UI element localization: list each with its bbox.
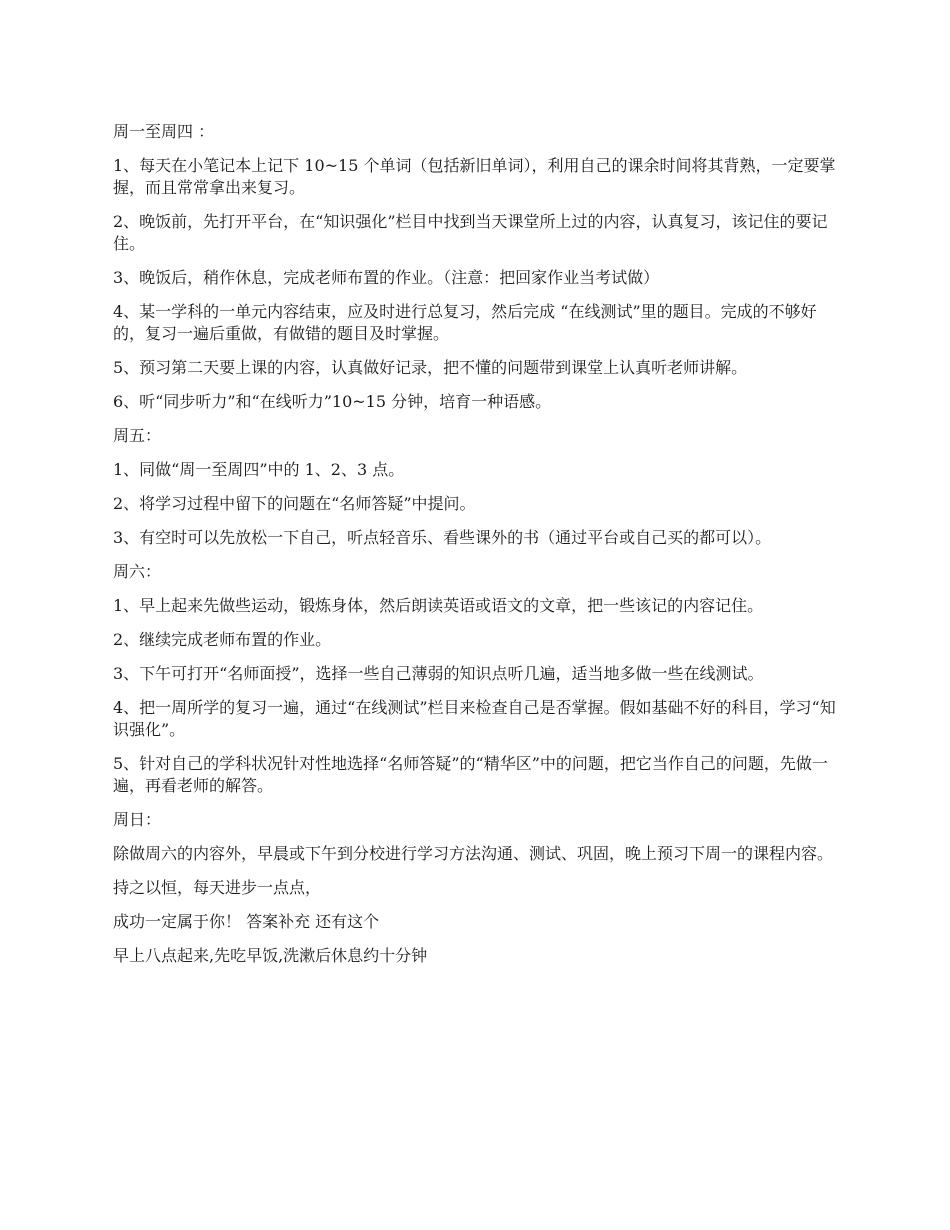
list-item: 5、针对自己的学科状况针对性地选择“名师答疑”的“精华区”中的问题，把它当作自己的问题，先做一遍，再看老师的解答。 [113, 754, 828, 795]
list-item: 4、把一周所学的复习一遍，通过“在线测试”栏目来检查自己是否掌握。假如基础不好的科目，学习“知识强化”。 [113, 698, 836, 739]
list-item: 3、晚饭后，稍作休息，完成老师布置的作业。（注意：把回家作业当考试做） [113, 268, 660, 287]
list-item: 1、每天在小笔记本上记下 10~15 个单词（包括新旧单词），利用自己的课余时间将其背熟，一定要掌握，而且常常拿出来复习。 [113, 156, 836, 197]
section-heading-mon-thu: 周一至周四 ： [113, 122, 215, 141]
section-heading-sun: 周日： [113, 810, 162, 829]
list-item: 6、听“同步听力”和“在线听力”10~15 分钟，培育一种语感。 [113, 392, 552, 411]
list-item: 1、同做“周一至周四”中的 1、2、3 点。 [113, 460, 405, 479]
list-item: 3、下午可打开“名师面授”，选择一些自己薄弱的知识点听几遍，适当地多做一些在线测试。 [113, 664, 764, 683]
list-item: 4、某一学科的一单元内容结束，应及时进行总复习，然后完成 “在线测试”里的题目。完成的不够好的，复习一遍后重做，有做错的题目及时掌握。 [113, 302, 817, 343]
list-item: 除做周六的内容外，早晨或下午到分校进行学习方法沟通、测试、巩固，晚上预习下周一的课程内容。 [113, 844, 834, 863]
closing-line: 成功一定属于你！ 答案补充 还有这个 [113, 912, 380, 931]
list-item: 2、继续完成老师布置的作业。 [113, 630, 332, 649]
section-heading-fri: 周五： [113, 426, 162, 445]
list-item: 1、早上起来先做些运动，锻炼身体，然后朗读英语或语文的文章，把一些该记的内容记住。 [113, 596, 764, 615]
list-item: 5、预习第二天要上课的内容，认真做好记录，把不懂的问题带到课堂上认真听老师讲解。 [113, 358, 748, 377]
list-item: 2、将学习过程中留下的问题在“名师答疑”中提问。 [113, 494, 476, 513]
document-body [113, 121, 843, 979]
list-item: 3、有空时可以先放松一下自己，听点轻音乐、看些课外的书（通过平台或自己买的都可以）。 [113, 528, 772, 547]
closing-line: 早上八点起来,先吃早饭,洗漱后休息约十分钟 [113, 946, 428, 965]
section-heading-sat: 周六： [113, 562, 162, 581]
list-item: 2、晚饭前，先打开平台，在“知识强化”栏目中找到当天课堂所上过的内容，认真复习，该记住的要记住。 [113, 212, 828, 253]
closing-line: 持之以恒，每天进步一点点， [113, 878, 322, 897]
